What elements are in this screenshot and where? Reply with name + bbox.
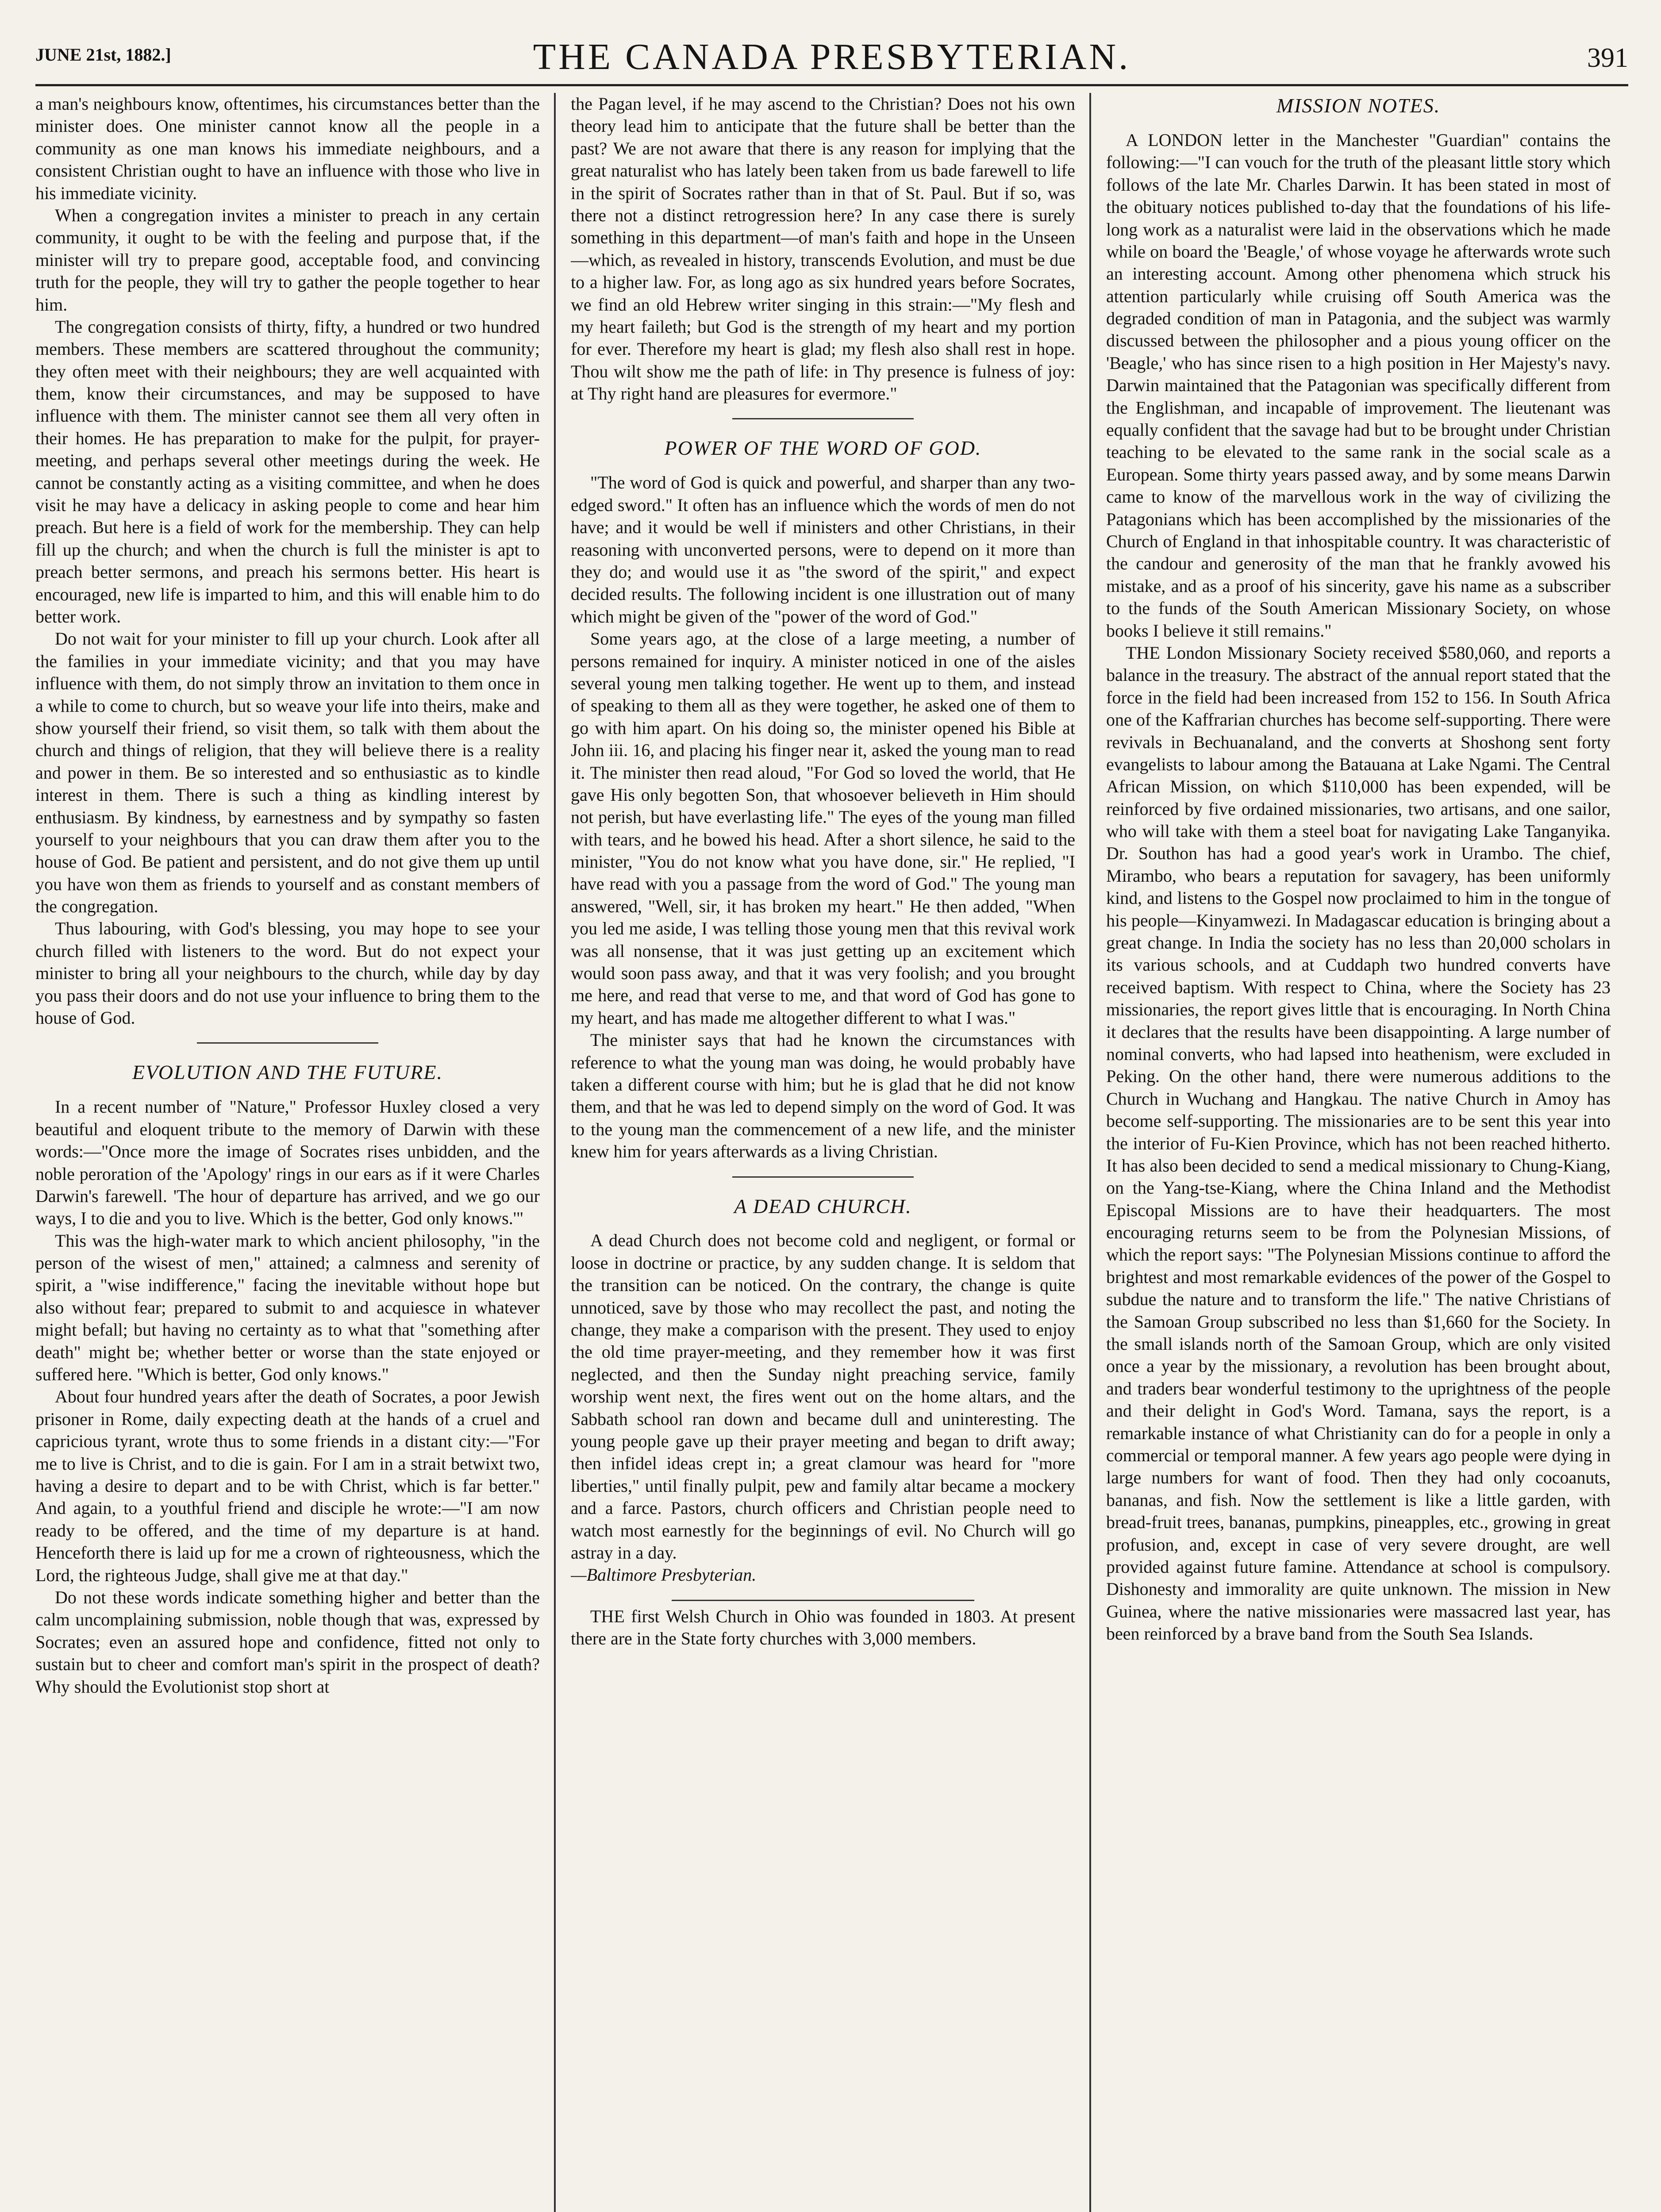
paragraph: THE first Welsh Church in Ohio was founded in 1803. At present there are in the State forty churches with 3,000 members. (571, 1606, 1075, 1649)
paragraph: Do not these words indicate something higher and better than the calm uncomplaining submission, noble though that was, expressed by Socrates; even an assured hope and confidence, fitted not only to sustain but to cheer and comfort man's spirit in the prospect of death? Why should the Evolutionist stop short at (35, 1587, 540, 1697)
paragraph: The minister says that had he known the circumstances with reference to what the young man was doing, he would probably have taken a different course with him; but he is glad that he did not know them, and that he was led to depend simply on the word of God. It was to the young man the commencement of a new life, and the minister knew him for years afterwards as a living Christian. (571, 1030, 1075, 1162)
attribution: —Baltimore Presbyterian. (571, 1565, 757, 1585)
article-heading-power-of-word: POWER OF THE WORD OF GOD. (664, 437, 982, 460)
paragraph: THE London Missionary Society received $580,060, and reports a balance in the treasury. The abstract of the annual report stated that the force in the field had been increased from 152 to 156. In South Africa one of the Kaffrarian churches has become self-supporting. There were revivals in Bechuanaland, and the converts at Shoshong sent forty evangelists to labour among the Batauana at Lake Ngami. The Central African Mission, on which $110,000 has been expended, will be reinforced by five ordained missionaries, two artisans, and one sailor, who will take with them a steel boat for navigating Lake Tanganyika. Dr. Southon has had a good year's work in Urambo. The chief, Mirambo, who bears a reputation for savagery, has been uniformly kind, and listens to the Gospel now proclaimed to him in the tongue of his people—Kinyamwezi. In Madagascar education is bringing about a great change. In India the society has no less than 20,000 scholars in its various schools, and at Cuddaph two hundred converts have received baptism. With respect to China, where the Society has 23 missionaries, the report gives little that is encouraging. In North China it declares that the results have been disappointing. A large number of nominal converts, who had lapsed into heathenism, were excluded in Peking. On the other hand, there were numerous additions to the Church in Wuchang and Hangkau. The native Church in Amoy has become self-supporting. The missionaries are to be sent this year into the interior of Fu-Kien Province, which has not been reached hitherto. It has also been decided to send a medical missionary to Chung-Kiang, on the Yang-tse-Kiang, where the China Inland and the Methodist Episcopal Missions are to have their headquarters. The most encouraging returns seem to be from the Polynesian Missions, of which the report says: "The Polynesian Missions continue to afford the brightest and most remarkable evidences of the power of the Gospel to subdue the nature and to transform the life." The native Christians of the Samoan Group subscribed no less than $1,660 for the Society. In the small islands north of the Samoan Group, which are only visited once a year by the missionary, a revolution has been brought about, and traders bear wonderful testimony to the uprightness of the people and their delight in God's Word. Tamana, says the report, is a remarkable instance of what Christianity can do for a people in only a commercial or temporal manner. A few years ago people were dying in large numbers for want of food. Then they had only cocoanuts, bananas, and fish. Now the settlement is like a little garden, with bread-fruit trees, bananas, pumpkins, pineapples, etc., growing in great profusion, and, except in case of very severe drought, are well provided against future famine. Attendance at school is compulsory. Dishonesty and immorality are quite unknown. The mission in New Guinea, where the native missionaries were massacred last year, has been reinforced by a brave band from the South Sea Islands. (1106, 642, 1611, 1644)
paragraph: This was the high-water mark to which ancient philosophy, "in the person of the wisest of men," attained; a calmness and serenity of spirit, a "wise indifference," facing the inevitable without hope but also without fear; prepared to submit to and acquiesce in whatever might befall; but having no certainty as to what that "something after death" might be; whether better or worse than the state enjoyed or suffered here. "Which is better, God only knows." (35, 1230, 540, 1385)
section-rule (672, 1600, 974, 1601)
column-3 (1106, 93, 1611, 2212)
paragraph: the Pagan level, if he may ascend to the Christian? Does not his own theory lead him to anticipate that the future shall be better than the past? We are not aware that there is any reason for implying that the great naturalist who has lately been taken from us bade farewell to life in the spirit of Socrates rather than in that of St. Paul. But if so, was there not a distinct retrogression here? In any case there is surely something in this department—of man's faith and hope in the Unseen—which, as revealed in history, transcends Evolution, and must be due to a higher law. For, as long ago as six hundred years before Socrates, we find an old Hebrew writer singing in this strain:—"My flesh and my heart faileth; but God is the strength of my heart and my portion for ever. Therefore my heart is glad; my flesh also shall rest in hope. Thou wilt show me the path of life: in Thy presence is fulness of joy: at Thy right hand are pleasures for evermore." (571, 94, 1075, 404)
paragraph: Some years ago, at the close of a large meeting, a number of persons remained for inquiry. A minister noticed in one of the aisles several young men talking together. He went up to them, and instead of speaking to them all as they were together, he asked one of them to go with him apart. On his doing so, the minister opened his Bible at John iii. 16, and placing his finger near it, asked the young man to read it. The minister then read aloud, "For God so loved the world, that He gave His only begotten Son, that whosoever believeth in Him should not perish, but have everlasting life." The eyes of the young man filled with tears, and he bowed his head. After a short silence, he said to the minister, "You do not know what you have done, sir." He replied, "I have read with you a passage from the word of God." The young man answered, "Well, sir, it has broken my heart." He then added, "When you led me aside, I was telling those young men that this revival work was all nonsense, that it was just getting up an excitement which would soon pass away, and that it was very foolish; and you brought me here, and read that verse to me, and that word of God has gone to my heart, and has made me altogether different to what I was." (571, 629, 1075, 1028)
section-rule (197, 1042, 378, 1044)
page-header (35, 27, 1628, 86)
paragraph: a man's neighbours know, oftentimes, his circumstances better than the minister does. One minister cannot know all the people in a community as one man knows his immediate neighbours, and a consistent Christian ought to have an influence with those who live in his immediate vicinity. (35, 94, 540, 203)
paragraph: A dead Church does not become cold and negligent, or formal or loose in doctrine or practice, by any sudden change. It is seldom that the transition can be noticed. On the contrary, the change is quite unnoticed, save by those who may recollect the past, and noting the change, they make a comparison with the present. They used to enjoy the old time prayer-meeting, and they remember how it was first neglected, and then the Sunday night preaching service, family worship went next, the fires went out on the home altars, and the Sabbath school ran down and became dull and uninteresting. The young people gave up their prayer meeting and began to drift away; then infidel ideas crept in; a great clamour was heard for "more liberties," until finally pulpit, pew and family altar became a mockery and a farce. Pastors, church officers and Christian people need to watch most earnestly for the beginnings of evil. No Church will go astray in a day. (571, 1230, 1075, 1563)
paragraph: Thus labouring, with God's blessing, you may hope to see your church filled with listeners to the word. But do not expect your minister to bring all your neighbours to the church, while day by day you pass their doors and do not use your influence to bring them to the house of God. (35, 918, 540, 1028)
column-divider (1089, 93, 1091, 2212)
issue-date: JUNE 21st, 1882.] (35, 45, 171, 65)
paragraph: "The word of God is quick and powerful, and sharper than any two-edged sword." It often has an influence which the words of men do not have; and it would be well if ministers and other Christians, in their reasoning with unconverted persons, were to depend on it more than they do; and would use it as "the sword of the spirit," and expect decided results. The following incident is one illustration out of many which might be given of the "power of the word of God." (571, 472, 1075, 626)
section-rule (732, 418, 914, 419)
article-heading-evolution: EVOLUTION AND THE FUTURE. (132, 1061, 443, 1084)
paragraph: In a recent number of "Nature," Professor Huxley closed a very beautiful and eloquent tribute to the memory of Darwin with these words:—"Once more the image of Socrates rises unbidden, and the noble peroration of the 'Apology' rings in our ears as if it were Charles Darwin's farewell. 'The hour of departure has arrived, and we go our ways, I to die and you to live. Which is the better, God only knows.'" (35, 1097, 540, 1229)
masthead-title: THE CANADA PRESBYTERIAN. (533, 36, 1131, 77)
paragraph: Do not wait for your minister to fill up your church. Look after all the families in your immediate vicinity; and that you may have influence with them, do not simply throw an invitation to them once in a while to come to church, but so weave your life into theirs, make and show yourself their friend, so visit them, so talk with them about the church and things of religion, that they will believe there is a reality and power in them. Be so interested and so enthusiastic as to kindle interest in them. There is such a thing as kindling interest by enthusiasm. By kindness, by earnestness and by sympathy so fasten yourself to your neighbours that you can draw them after you to the house of God. Be patient and persistent, and do not give them up until you have won them as friends to yourself and as constant members of the congregation. (35, 629, 540, 917)
paragraph: When a congregation invites a minister to preach in any certain community, it ought to be with the feeling and purpose that, if the minister will try to prepare good, acceptable food, and convincing truth for the people, they will try to gather the people together to hear him. (35, 205, 540, 315)
column-2 (571, 93, 1075, 2212)
column-1 (35, 93, 540, 2212)
page-number: 391 (1587, 43, 1628, 73)
column-divider (554, 93, 556, 2212)
article-heading-mission-notes: MISSION NOTES. (1276, 94, 1441, 117)
paragraph: A LONDON letter in the Manchester "Guardian" contains the following:—"I can vouch for the truth of the pleasant little story which follows of the late Mr. Charles Darwin. It has been stated in most of the obituary notices published to-day that the foundations of his life-long work as a naturalist were laid in the observations which he made while on board the 'Beagle,' of whose voyage he afterwards wrote such an interesting account. Among other phenomena which struck his attention particularly while cruising off South America was the degraded condition of man in Patagonia, and the subject was warmly discussed between the philosopher and a pious young officer on the 'Beagle,' who has since risen to a high position in Her Majesty's navy. Darwin maintained that the Patagonian was specifically different from the Englishman, and incapable of improvement. The lieutenant was equally confident that the savage had but to be brought under Christian teaching to be elevated to the same rank in the social scale as a European. Some thirty years passed away, and by some means Darwin came to know of the marvellous work in the way of civilizing the Patagonians which has been accomplished by the missionaries of the Church of England in that inhospitable country. It was characteristic of the candour and generosity of the man that he frankly avowed his mistake, and as a proof of his sincerity, gave his name as a subscriber to the funds of the South American Missionary Society, on whose books I believe it still remains." (1106, 130, 1611, 641)
article-heading-dead-church: A DEAD CHURCH. (734, 1194, 912, 1217)
section-rule (732, 1176, 914, 1178)
paragraph: The congregation consists of thirty, fifty, a hundred or two hundred members. These members are scattered throughout the community; they often meet with their neighbours; they are well acquainted with them, know their circumstances, and may be supposed to have influence with them. The minister cannot see them all very often in their homes. He has preparation to make for the pulpit, for prayer-meeting, and perhaps several other meetings during the week. He cannot be constantly acting as a visiting committee, and when he does visit he may have a delicacy in asking people to come and hear him preach. But here is a field of work for the membership. They can help fill up the church; and when the church is full the minister is apt to preach better sermons, and preach his sermons better. His heart is encouraged, new life is imparted to him, and this will enable him to do better work. (35, 316, 540, 626)
paragraph: About four hundred years after the death of Socrates, a poor Jewish prisoner in Rome, daily expecting death at the hands of a cruel and capricious tyrant, wrote thus to some friends in a distant city:—"For me to live is Christ, and to die is gain. For I am in a strait betwixt two, having a desire to depart and to be with Christ, which is far better." And again, to a youthful friend and disciple he wrote:—"I am now ready to be offered, and the time of my departure is at hand. Henceforth there is laid up for me a crown of righteousness, which the Lord, the righteous Judge, shall give me at that day." (35, 1386, 540, 1585)
